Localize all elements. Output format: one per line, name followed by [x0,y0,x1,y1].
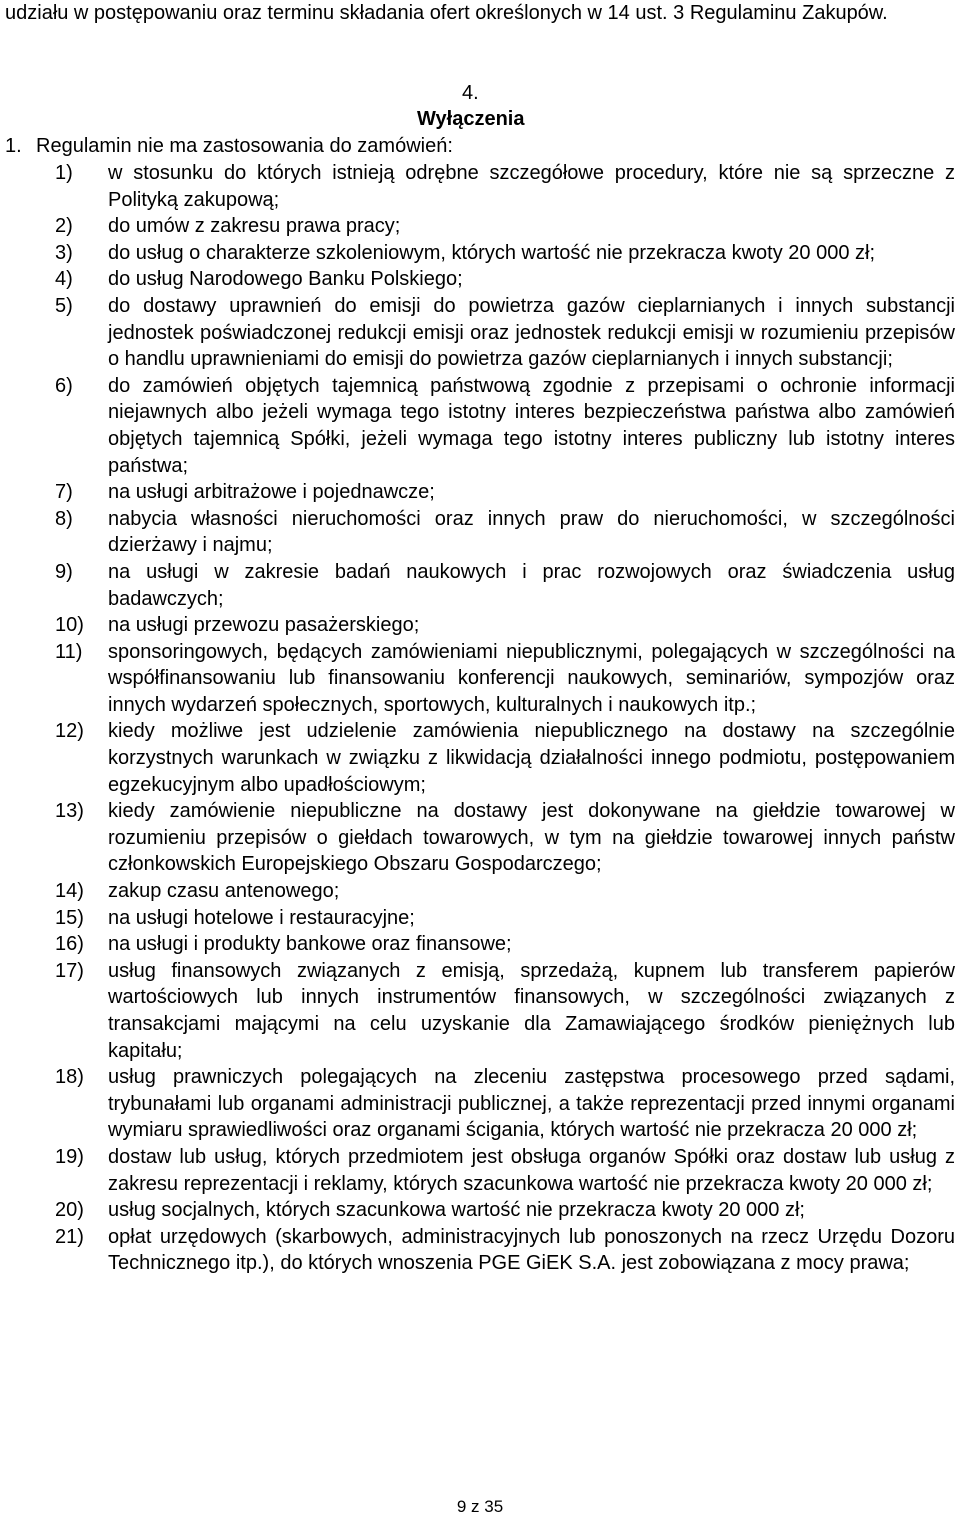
list-item [55,479,955,506]
list-item-number: 11) [55,640,83,663]
list-item-number: 12) [55,720,84,743]
list-item [55,213,955,240]
list-item-number: 4) [55,268,73,291]
list-item-text: opłat urzędowych (skarbowych, administracyjnych lub ponoszonych na rzecz Urzędu Dozoru Technicznego itp.), do których wnoszenia PGE GiEK S.A. jest zobowiązana z mocy prawa; [108,1225,955,1275]
list-item [55,506,955,559]
list-item-text: do usług Narodowego Banku Polskiego; [108,268,463,291]
list-item-text: na usługi i produkty bankowe oraz finansowe; [108,933,512,956]
list-item-number: 10) [55,614,84,637]
list-item-number: 3) [55,241,73,264]
list-item-text: do dostawy uprawnień do emisji do powietrza gazów cieplarnianych i innych substancji jednostek poświadczonej redukcji emisji oraz jednostek redukcji emisji w rozumieniu przepisów o handlu uprawnieniami do emisji do powietrza gazów cieplarnianych i innych substancji; [108,294,955,371]
list-item [55,160,955,213]
paragraph-1 [5,133,955,160]
list-item-text: na usługi w zakresie badań naukowych i prac rozwojowych oraz świadczenia usług badawczych; [108,560,955,610]
list-item-number: 16) [55,933,84,956]
list-item-text: na usługi arbitrażowe i pojednawcze; [108,481,435,504]
list-item-number: 6) [55,374,73,397]
list-item-text: do usług o charakterze szkoleniowym, których wartość nie przekracza kwoty 20 000 zł; [108,241,876,264]
list-item-number: 7) [55,481,73,504]
list-item [55,798,955,878]
list-item-text: usług finansowych związanych z emisją, sprzedażą, kupnem lub transferem papierów wartościowych lub innych instrumentów finansowych, w szczególności związanych z transakcjami mającymi na celu uzyskanie dla Zamawiającego środków pieniężnych lub kapitału; [108,959,955,1062]
page-number: 9 z 35 [456,1497,504,1516]
list-item [55,1064,955,1144]
list-item [55,878,955,905]
list-item [55,905,955,932]
list-item-text: na usługi hotelowe i restauracyjne; [108,906,415,929]
section-title: Wyłączenia [417,108,525,130]
list-item [55,1224,955,1277]
list-item-number: 9) [55,560,73,583]
list-item-number: 19) [55,1145,84,1168]
list-item-text: w stosunku do których istnieją odrębne szczegółowe procedury, które nie są sprzeczne z Polityką zakupową; [108,162,955,211]
list-item-number: 13) [55,800,84,823]
list-item-number: 21) [55,1225,84,1248]
list-item-number: 17) [55,959,84,982]
list-item-text: kiedy zamówienie niepubliczne na dostawy jest dokonywane na giełdzie towarowej w rozumieniu przepisów o giełdach towarowych, w tym na giełdzie towarowej innych państw członkowskich Europejskiego Obszaru Gospodarczego; [108,800,955,876]
list-item-text: usług prawniczych polegających na zleceniu zastępstwa procesowego przed sądami, trybunałami lub organami administracji publicznej, a także reprezentacji przed innymi organami wymiaru sprawiedliwości oraz organami ścigania, których wartość nie przekracza 20 000 zł; [108,1066,955,1142]
list-item [55,931,955,958]
list-item-text: dostaw lub usług, których przedmiotem jest obsługa organów Spółki oraz dostaw lub usług z zakresu reprezentacji i reklamy, których szacunkowa wartość nie przekracza kwoty 20 000 zł; [108,1145,955,1195]
list-item-number: 20) [55,1199,84,1222]
list-item-number: 18) [55,1066,84,1089]
list-item [55,612,955,639]
list-item [55,639,955,719]
list-item [55,293,955,373]
list-item [55,958,955,1064]
list-item-text: zakup czasu antenowego; [108,880,340,903]
list-item [55,373,955,479]
list-item-text: nabycia własności nieruchomości oraz innych praw do nieruchomości, w szczególności dzierżawy i najmu; [108,507,955,557]
list-item-number: 1) [55,162,73,184]
list-item-number: 8) [55,507,73,530]
section-number: 4. [462,82,479,104]
list-item [55,1144,955,1197]
list-item [55,718,955,798]
list-item-number: 14) [55,880,84,903]
intro-text: udziału w postępowaniu oraz terminu składania ofert określonych w 14 ust. 3 Regulaminu Zakupów. [5,2,888,24]
list-item-text: kiedy możliwe jest udzielenie zamówienia niepublicznego na dostawy na szczególnie korzystnych warunkach w związku z likwidacją działalności innego podmiotu, postępowaniem egzekucyjnym albo upadłościowym; [108,720,955,796]
list-item-text: do zamówień objętych tajemnicą państwową zgodnie z przepisami o ochronie informacji niejawnych albo jeżeli wymaga tego istotny interes bezpieczeństwa państwa albo zamówień objętych tajemnicą Spółki, jeżeli wymaga tego istotny interes publiczny lub istotny interes państwa; [108,374,955,477]
list-item [55,266,955,293]
list-item-text: usług socjalnych, których szacunkowa wartość nie przekracza kwoty 20 000 zł; [108,1199,805,1222]
paragraph-text: Regulamin nie ma zastosowania do zamówień: [36,135,453,157]
list-item-text: sponsoringowych, będących zamówieniami niepublicznymi, polegających w szczególności na współfinansowaniu lub finansowaniu konferencji naukowych, seminariów, sympozjów oraz innych wydarzeń społecznych, sportowych, kulturalnych i naukowych itp.; [108,640,955,716]
list-item-number: 15) [55,906,84,929]
list-item [55,240,955,267]
list-item [55,1197,955,1224]
list-item-text: do umów z zakresu prawa pracy; [108,215,401,238]
paragraph-number: 1. [5,135,22,157]
list-item-number: 2) [55,215,73,238]
list-item [55,559,955,612]
list-item-text: na usługi przewozu pasażerskiego; [108,614,420,637]
list-item-number: 5) [55,294,73,317]
exclusion-list [55,160,955,1277]
